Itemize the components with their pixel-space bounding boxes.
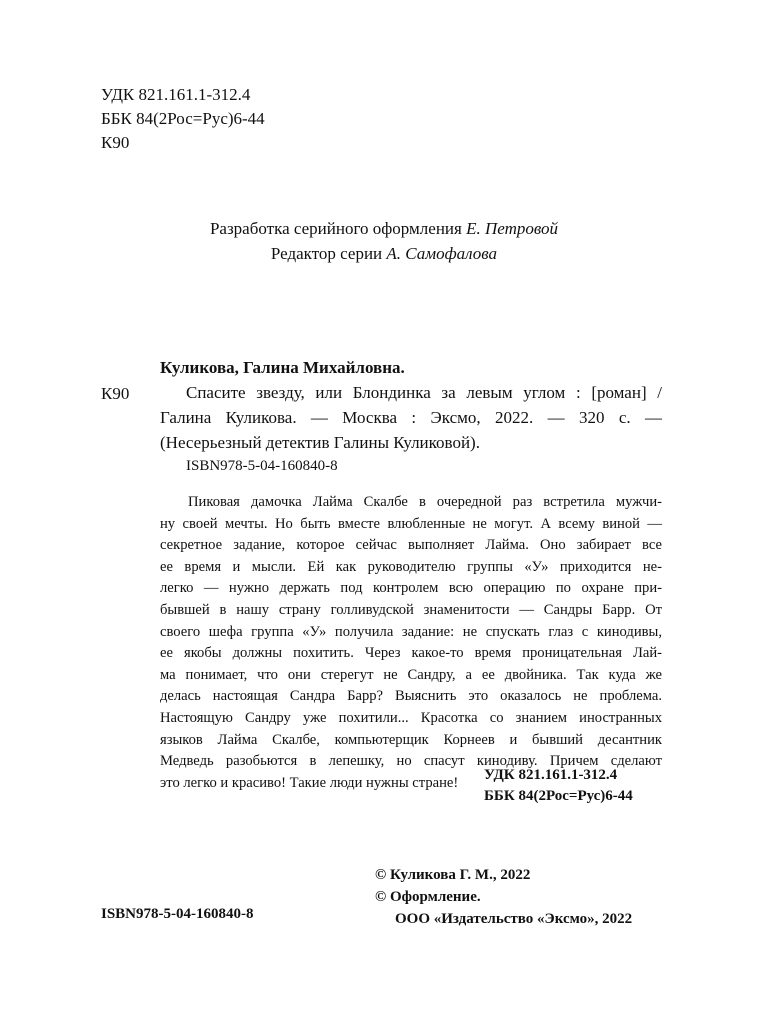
copyright-author: © Куликова Г. М., 2022 [375,867,531,883]
annotation-line: легко — нужно держать под контролем всю операцию по охране при- [160,580,662,597]
annotation-line: ну своей мечты. Но быть вместе влюбленные не могут. А всему виной — [160,515,662,532]
udk-code-bottom: УДК 821.161.1-312.4 [484,767,618,783]
series-editor-name: А. Самофалова [386,244,498,263]
bbk-code-bottom: ББК 84(2Рос=Рус)6-44 [484,788,633,804]
copyright-publisher: ООО «Издательство «Эксмо», 2022 [395,911,633,927]
isbn-top: ISBN978-5-04-160840-8 [186,458,338,474]
annotation-line: бывшей в нашу страну голливудской знаменитости — Сандры Барр. От [160,601,662,618]
copyright-design: © Оформление. [375,889,481,905]
series-design-credit [0,219,768,239]
bottom-classification-codes [484,765,633,807]
description-line: Спасите звезду, или Блондинка за левым углом : [роман] / [186,383,662,402]
annotation-line: языков Лайма Скалбе, компьютерщик Корнеев и бывший десантник [160,731,662,748]
series-design-label: Разработка серийного оформления [209,219,462,238]
annotation-line: Настоящую Сандру уже похитили... Красотка со знанием иностранных [160,709,662,726]
series-designer-name: Е. Петровой [466,219,559,238]
author-mark: К90 [101,133,130,152]
annotation-line: Медведь разобьются в лепешку, но спасут кинодиву. Причем сделают [160,753,662,770]
isbn-bottom: ISBN978-5-04-160840-8 [101,906,254,922]
series-editor-label: Редактор серии [270,244,383,263]
annotation-line: это легко и красиво! Такие люди нужны стране! [160,774,459,791]
bibliographic-description [160,380,662,455]
annotation-line: своего шефа группа «У» получила задание: не спускать глаз с кинодивы, [160,623,662,640]
description-line: (Несерьезный детектив Галины Куликовой). [160,433,480,452]
copyright-block [375,864,632,930]
classification-codes [101,83,265,155]
description-line: Галина Куликова. — Москва : Эксмо, 2022. — 320 с. — [160,408,662,427]
annotation-line: секретное задание, которое сейчас выполняет Лайма. Оно забирает все [160,537,662,554]
annotation-line: ее время и мысли. Ей как руководителю группы «У» приходится не- [160,558,662,575]
annotation-line: делась настоящая Сандра Барр? Выяснить это оказалось не проблема. [160,688,662,705]
bbk-code: ББК 84(2Рос=Рус)6-44 [101,109,265,128]
annotation-line: ма понимает, что они стерегут не Сандру, а ее двойника. Так куда же [160,666,662,683]
series-editor-credit [0,244,768,264]
author-heading: Куликова, Галина Михайловна. [160,358,405,377]
annotation-paragraph [160,492,662,794]
annotation-line: ее якобы должны похитить. Через какое-то время проницательная Лай- [160,645,662,662]
bibliography-author-mark: К90 [101,384,130,403]
udk-code: УДК 821.161.1-312.4 [101,85,251,104]
annotation-line: Пиковая дамочка Лайма Скалбе в очередной раз встретила мужчи- [188,494,662,510]
